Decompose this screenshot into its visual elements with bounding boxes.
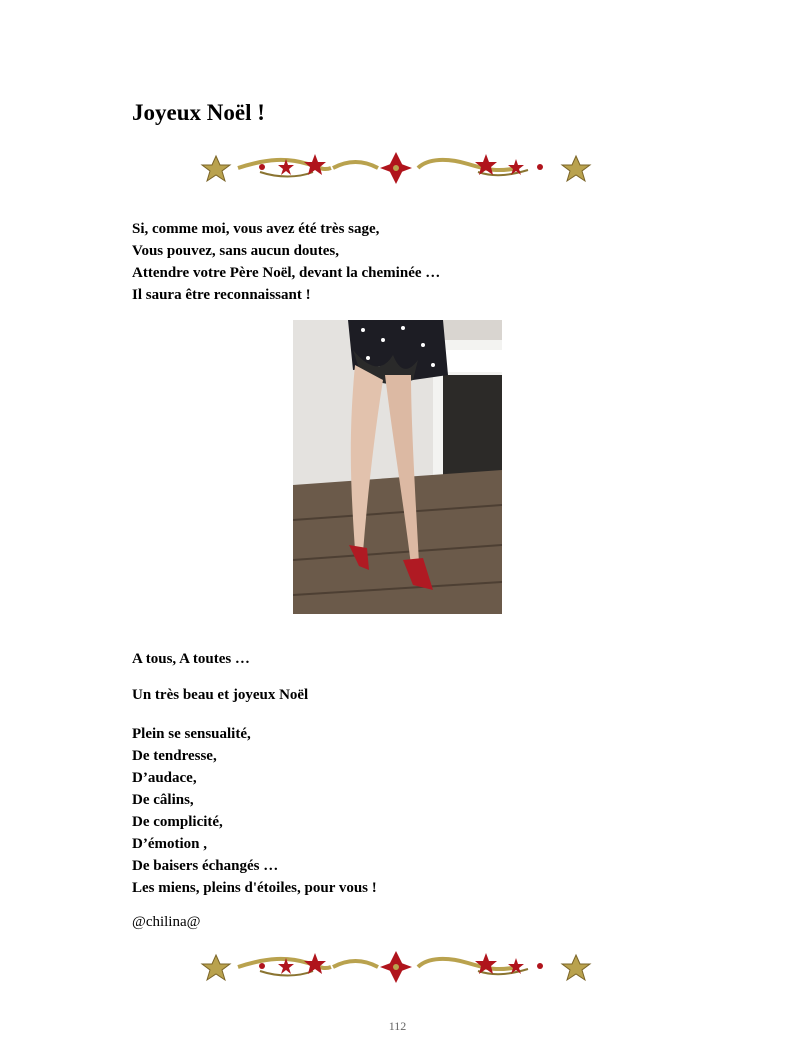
wish-line: Les miens, pleins d'étoiles, pour vous !: [132, 880, 377, 896]
greeting: A tous, A toutes …: [132, 651, 250, 667]
wish-line: De câlins,: [132, 792, 194, 808]
wish-line: D’audace,: [132, 770, 197, 786]
wish-line: De tendresse,: [132, 748, 217, 764]
photo: [293, 320, 502, 614]
page-number: 112: [388, 1019, 407, 1033]
signature: @chilina@: [132, 914, 201, 930]
christmas-star-divider-icon: [198, 949, 594, 985]
christmas-star-divider-icon: [198, 150, 594, 186]
intro-line: Il saura être reconnaissant !: [132, 287, 311, 303]
page-title: Joyeux Noël !: [132, 100, 265, 125]
wish-line: De baisers échangés …: [132, 858, 279, 874]
intro-stanza: [132, 218, 440, 306]
intro-line: Vous pouvez, sans aucun doutes,: [132, 243, 340, 259]
wish-heading: Un très beau et joyeux Noël: [132, 687, 309, 703]
wish-line: Plein se sensualité,: [132, 726, 251, 742]
intro-line: Attendre votre Père Noël, devant la cheminée …: [132, 265, 441, 281]
wish-line: De complicité,: [132, 814, 223, 830]
intro-line: Si, comme moi, vous avez été très sage,: [132, 221, 380, 237]
wish-line: D’émotion ,: [132, 836, 207, 852]
wish-stanza: [132, 723, 377, 899]
